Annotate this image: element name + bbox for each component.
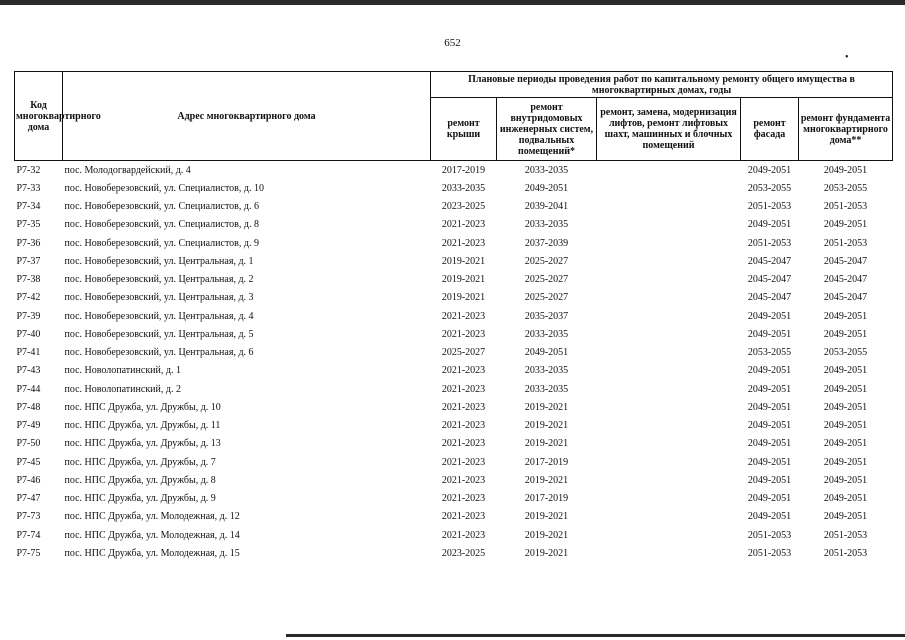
foundation-period-cell: 2051-2053 (823, 237, 868, 249)
roof-period-cell: 2021-2023 (441, 237, 486, 249)
engineering-period-cell: 2039-2041 (524, 201, 569, 213)
foundation-period-cell: 2049-2051 (823, 474, 868, 486)
facade-period-cell: 2053-2055 (747, 182, 792, 194)
foundation-period-cell: 2049-2051 (823, 511, 868, 523)
address-cell: пос. Новоберезовский, ул. Центральная, д. 6 (64, 347, 254, 359)
engineering-period-cell: 2019-2021 (524, 511, 569, 523)
code-cell: Р7-48 (16, 401, 41, 413)
foundation-period-cell: 2049-2051 (823, 310, 868, 322)
address-cell: пос. Новоберезовский, ул. Центральная, д. 2 (64, 274, 254, 286)
foundation-period-cell: 2049-2051 (823, 164, 868, 176)
foundation-period-cell: 2049-2051 (823, 328, 868, 340)
elevator-period-cell (597, 453, 741, 471)
table-row (15, 471, 893, 489)
roof-period-cell: 2021-2023 (441, 438, 486, 450)
header-facade: ремонт фасада (741, 98, 799, 161)
foundation-period-cell: 2045-2047 (823, 274, 868, 286)
code-cell: Р7-42 (16, 292, 41, 304)
address-cell: пос. НПС Дружба, ул. Дружбы, д. 9 (64, 493, 216, 505)
engineering-period-cell: 2025-2027 (524, 274, 569, 286)
table-row (15, 417, 893, 435)
facade-period-cell: 2051-2053 (747, 237, 792, 249)
address-cell: пос. Новоберезовский, ул. Специалистов, д. 9 (64, 237, 259, 249)
foundation-period-cell: 2049-2051 (823, 219, 868, 231)
facade-period-cell: 2049-2051 (747, 164, 792, 176)
address-cell: пос. Новолопатинский, д. 2 (64, 383, 181, 395)
foundation-period-cell: 2049-2051 (823, 420, 868, 432)
roof-period-cell: 2021-2023 (441, 219, 486, 231)
table-row (15, 544, 893, 562)
address-cell: пос. Новоберезовский, ул. Центральная, д. 4 (64, 310, 254, 322)
facade-period-cell: 2049-2051 (747, 219, 792, 231)
roof-period-cell: 2021-2023 (441, 529, 486, 541)
engineering-period-cell: 2037-2039 (524, 237, 569, 249)
facade-period-cell: 2049-2051 (747, 365, 792, 377)
table-row (15, 252, 893, 270)
facade-period-cell: 2049-2051 (747, 474, 792, 486)
table-body (15, 161, 893, 563)
foundation-period-cell: 2045-2047 (823, 292, 868, 304)
table-row (15, 362, 893, 380)
code-cell: Р7-73 (16, 511, 41, 523)
foundation-period-cell: 2051-2053 (823, 529, 868, 541)
table-row (15, 271, 893, 289)
code-cell: Р7-38 (16, 274, 41, 286)
elevator-period-cell (597, 526, 741, 544)
roof-period-cell: 2021-2023 (441, 474, 486, 486)
engineering-period-cell: 2033-2035 (524, 383, 569, 395)
address-cell: пос. НПС Дружба, ул. Молодежная, д. 15 (64, 547, 240, 559)
facade-period-cell: 2053-2055 (747, 347, 792, 359)
scan-bottom-edge (286, 634, 905, 637)
header-address: Адрес многоквартирного дома (63, 72, 431, 161)
engineering-period-cell: 2025-2027 (524, 292, 569, 304)
table-row (15, 307, 893, 325)
foundation-period-cell: 2049-2051 (823, 383, 868, 395)
code-cell: Р7-34 (16, 201, 41, 213)
foundation-period-cell: 2051-2053 (823, 547, 868, 559)
header-code: Код многоквартирного дома (15, 72, 63, 161)
roof-period-cell: 2021-2023 (441, 511, 486, 523)
code-cell: Р7-39 (16, 310, 41, 322)
engineering-period-cell: 2033-2035 (524, 365, 569, 377)
address-cell: пос. Новоберезовский, ул. Специалистов, д. 10 (64, 182, 264, 194)
engineering-period-cell: 2049-2051 (524, 347, 569, 359)
table-row (15, 216, 893, 234)
roof-period-cell: 2033-2035 (441, 182, 486, 194)
address-cell: пос. Новолопатинский, д. 1 (64, 365, 181, 377)
elevator-period-cell (597, 271, 741, 289)
roof-period-cell: 2019-2021 (441, 255, 486, 267)
roof-period-cell: 2021-2023 (441, 383, 486, 395)
address-cell: пос. Новоберезовский, ул. Специалистов, д. 8 (64, 219, 259, 231)
address-cell: пос. Новоберезовский, ул. Специалистов, д. 6 (64, 201, 259, 213)
engineering-period-cell: 2035-2037 (524, 310, 569, 322)
foundation-period-cell: 2049-2051 (823, 401, 868, 413)
elevator-period-cell (597, 252, 741, 270)
facade-period-cell: 2049-2051 (747, 310, 792, 322)
address-cell: пос. Молодогвардейский, д. 4 (64, 164, 191, 176)
code-cell: Р7-43 (16, 365, 41, 377)
engineering-period-cell: 2019-2021 (524, 529, 569, 541)
table-row (15, 398, 893, 416)
foundation-period-cell: 2049-2051 (823, 438, 868, 450)
table-row (15, 508, 893, 526)
elevator-period-cell (597, 161, 741, 180)
address-cell: пос. Новоберезовский, ул. Центральная, д. 1 (64, 255, 254, 267)
header-engineering: ремонт внутридомовых инженерных систем, подвальных помещений* (497, 98, 597, 161)
table-row (15, 234, 893, 252)
roof-period-cell: 2021-2023 (441, 456, 486, 468)
engineering-period-cell: 2019-2021 (524, 401, 569, 413)
code-cell: Р7-74 (16, 529, 41, 541)
page-number: 652 (444, 37, 461, 49)
roof-period-cell: 2021-2023 (441, 401, 486, 413)
foundation-period-cell: 2053-2055 (823, 182, 868, 194)
engineering-period-cell: 2019-2021 (524, 438, 569, 450)
engineering-period-cell: 2025-2027 (524, 255, 569, 267)
elevator-period-cell (597, 417, 741, 435)
elevator-period-cell (597, 344, 741, 362)
code-cell: Р7-50 (16, 438, 41, 450)
table-row (15, 325, 893, 343)
roof-period-cell: 2021-2023 (441, 493, 486, 505)
facade-period-cell: 2049-2051 (747, 328, 792, 340)
code-cell: Р7-41 (16, 347, 41, 359)
table-row (15, 344, 893, 362)
facade-period-cell: 2051-2053 (747, 201, 792, 213)
table-row (15, 435, 893, 453)
table-row (15, 490, 893, 508)
foundation-period-cell: 2053-2055 (823, 347, 868, 359)
foundation-period-cell: 2049-2051 (823, 493, 868, 505)
address-cell: пос. НПС Дружба, ул. Молодежная, д. 12 (64, 511, 240, 523)
facade-period-cell: 2049-2051 (747, 511, 792, 523)
elevator-period-cell (597, 216, 741, 234)
address-cell: пос. НПС Дружба, ул. Дружбы, д. 7 (64, 456, 216, 468)
table-row (15, 198, 893, 216)
address-cell: пос. НПС Дружба, ул. Молодежная, д. 14 (64, 529, 240, 541)
facade-period-cell: 2049-2051 (747, 420, 792, 432)
header-foundation: ремонт фундамента многоквартирного дома** (799, 98, 893, 161)
roof-period-cell: 2021-2023 (441, 365, 486, 377)
facade-period-cell: 2051-2053 (747, 547, 792, 559)
code-cell: Р7-75 (16, 547, 41, 559)
facade-period-cell: 2051-2053 (747, 529, 792, 541)
elevator-period-cell (597, 362, 741, 380)
elevator-period-cell (597, 380, 741, 398)
engineering-period-cell: 2049-2051 (524, 182, 569, 194)
facade-period-cell: 2045-2047 (747, 255, 792, 267)
code-cell: Р7-47 (16, 493, 41, 505)
address-cell: пос. Новоберезовский, ул. Центральная, д. 3 (64, 292, 254, 304)
elevator-period-cell (597, 289, 741, 307)
address-cell: пос. НПС Дружба, ул. Дружбы, д. 10 (64, 401, 221, 413)
table-row (15, 161, 893, 180)
code-cell: Р7-49 (16, 420, 41, 432)
elevator-period-cell (597, 544, 741, 562)
address-cell: пос. НПС Дружба, ул. Дружбы, д. 8 (64, 474, 216, 486)
foundation-period-cell: 2051-2053 (823, 201, 868, 213)
elevator-period-cell (597, 490, 741, 508)
address-cell: пос. Новоберезовский, ул. Центральная, д. 5 (64, 328, 254, 340)
engineering-period-cell: 2033-2035 (524, 164, 569, 176)
code-cell: Р7-45 (16, 456, 41, 468)
facade-period-cell: 2049-2051 (747, 438, 792, 450)
code-cell: Р7-32 (16, 164, 41, 176)
code-cell: Р7-46 (16, 474, 41, 486)
table-row (15, 179, 893, 197)
table-row (15, 380, 893, 398)
roof-period-cell: 2017-2019 (441, 164, 486, 176)
code-cell: Р7-44 (16, 383, 41, 395)
table-row (15, 453, 893, 471)
code-cell: Р7-36 (16, 237, 41, 249)
foundation-period-cell: 2045-2047 (823, 255, 868, 267)
scan-top-edge (0, 0, 905, 5)
elevator-period-cell (597, 307, 741, 325)
roof-period-cell: 2025-2027 (441, 347, 486, 359)
header-roof: ремонт крыши (431, 98, 497, 161)
table-row (15, 526, 893, 544)
engineering-period-cell: 2019-2021 (524, 474, 569, 486)
facade-period-cell: 2049-2051 (747, 456, 792, 468)
elevator-period-cell (597, 179, 741, 197)
facade-period-cell: 2049-2051 (747, 383, 792, 395)
code-cell: Р7-40 (16, 328, 41, 340)
header-elevators: ремонт, замена, модернизация лифтов, ремонт лифтовых шахт, машинных и блочных помещений (597, 98, 741, 161)
foundation-period-cell: 2049-2051 (823, 365, 868, 377)
code-cell: Р7-33 (16, 182, 41, 194)
elevator-period-cell (597, 435, 741, 453)
address-cell: пос. НПС Дружба, ул. Дружбы, д. 13 (64, 438, 221, 450)
code-cell: Р7-35 (16, 219, 41, 231)
foundation-period-cell: 2049-2051 (823, 456, 868, 468)
roof-period-cell: 2021-2023 (441, 310, 486, 322)
engineering-period-cell: 2017-2019 (524, 456, 569, 468)
facade-period-cell: 2049-2051 (747, 401, 792, 413)
scan-speck: • (845, 52, 849, 63)
roof-period-cell: 2019-2021 (441, 274, 486, 286)
facade-period-cell: 2049-2051 (747, 493, 792, 505)
facade-period-cell: 2045-2047 (747, 292, 792, 304)
capital-repair-schedule-table (14, 71, 893, 563)
elevator-period-cell (597, 325, 741, 343)
elevator-period-cell (597, 508, 741, 526)
elevator-period-cell (597, 471, 741, 489)
engineering-period-cell: 2019-2021 (524, 420, 569, 432)
engineering-period-cell: 2019-2021 (524, 547, 569, 559)
roof-period-cell: 2019-2021 (441, 292, 486, 304)
table-row (15, 289, 893, 307)
roof-period-cell: 2021-2023 (441, 328, 486, 340)
roof-period-cell: 2021-2023 (441, 420, 486, 432)
engineering-period-cell: 2033-2035 (524, 328, 569, 340)
elevator-period-cell (597, 198, 741, 216)
elevator-period-cell (597, 398, 741, 416)
roof-period-cell: 2023-2025 (441, 201, 486, 213)
address-cell: пос. НПС Дружба, ул. Дружбы, д. 11 (64, 420, 221, 432)
engineering-period-cell: 2033-2035 (524, 219, 569, 231)
elevator-period-cell (597, 234, 741, 252)
header-planned-periods: Плановые периоды проведения работ по капитальному ремонту общего имущества в многоквартирных домах, годы (431, 72, 893, 98)
facade-period-cell: 2045-2047 (747, 274, 792, 286)
code-cell: Р7-37 (16, 255, 41, 267)
engineering-period-cell: 2017-2019 (524, 493, 569, 505)
roof-period-cell: 2023-2025 (441, 547, 486, 559)
